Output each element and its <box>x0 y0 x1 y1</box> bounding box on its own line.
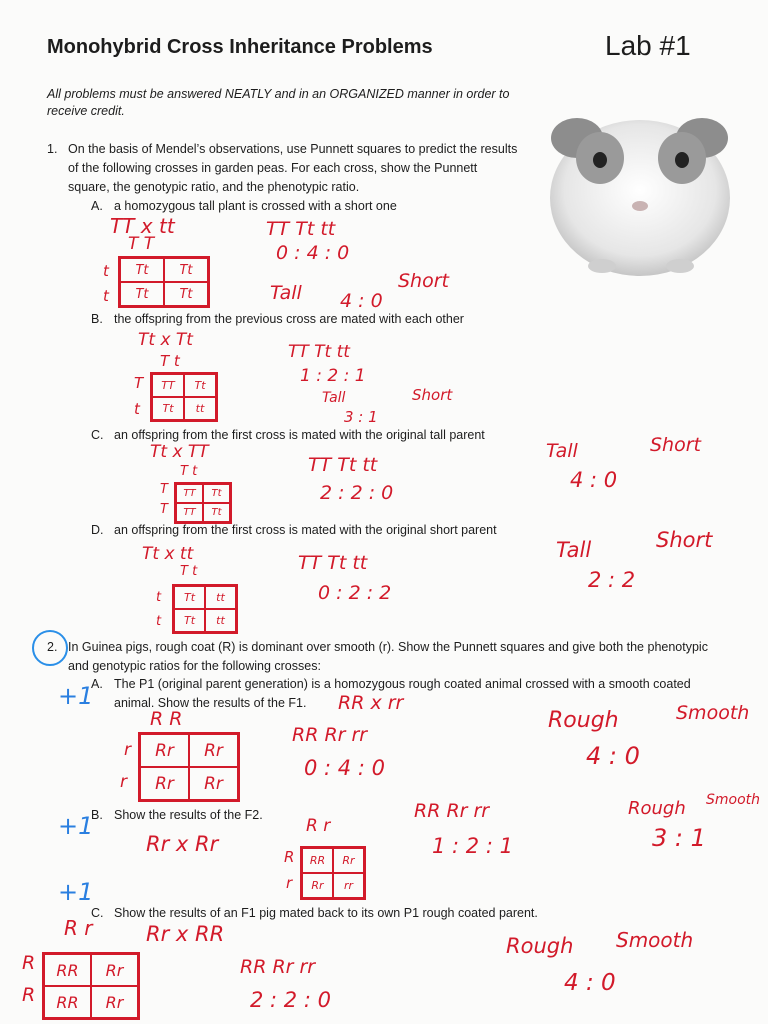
q1d-genotype-ratio: 0 : 2 : 2 <box>318 582 392 604</box>
punnett-cell: Tt <box>164 258 208 282</box>
q1d-row1: t <box>156 590 162 605</box>
q2b-phenotype-rough: Rough <box>628 798 686 819</box>
q2b-cross: Rr x Rr <box>146 832 219 856</box>
q2a-genotype-labels: RR Rr rr <box>292 724 368 746</box>
q1c-top-alleles: T t <box>180 464 198 479</box>
q1b-row2: t <box>134 400 140 418</box>
punnett-cell: Rr <box>189 734 238 767</box>
q1-text-2: of the following crosses in garden peas. For each cross, show the Punnett <box>68 161 478 175</box>
q2c-row1: R <box>22 952 36 974</box>
q1a-genotype-labels: TT Tt tt <box>266 218 336 240</box>
punnett-cell: Rr <box>91 986 138 1018</box>
q1d-row2: t <box>156 614 162 629</box>
punnett-cell: Tt <box>174 586 205 609</box>
lab-number: Lab #1 <box>605 30 691 61</box>
punnett-cell: tt <box>184 397 216 420</box>
punnett-cell: Tt <box>120 282 164 306</box>
q1b-phenotype-short: Short <box>412 386 453 404</box>
q2a-phenotype-smooth: Smooth <box>676 702 750 724</box>
q1a-punnett-square <box>118 256 210 308</box>
q2b-row1: R <box>284 848 295 866</box>
punnett-cell: RR <box>44 954 91 986</box>
q2c-genotype-ratio: 2 : 2 : 0 <box>250 988 331 1012</box>
q1a-row2: t <box>103 287 109 305</box>
q1a-top-alleles: T T <box>128 234 155 254</box>
q2b-genotype-labels: RR Rr rr <box>414 800 490 822</box>
q1a-genotype-ratio: 0 : 4 : 0 <box>276 242 350 264</box>
punnett-cell: Tt <box>174 609 205 632</box>
q1c-punnett-square <box>174 482 232 524</box>
punnett-cell: tt <box>205 586 236 609</box>
q1c-text: an offspring from the first cross is mated with the original tall parent <box>114 428 485 442</box>
q2b-phenotype-smooth: Smooth <box>706 792 761 808</box>
q2-text-1: In Guinea pigs, rough coat (R) is dominant over smooth (r). Show the Punnett squares and give both the phenotypic <box>68 640 708 654</box>
q2c-phenotype-ratio: 4 : 0 <box>564 970 616 996</box>
q1c-phenotype-ratio: 4 : 0 <box>570 468 618 492</box>
punnett-cell: Tt <box>120 258 164 282</box>
q1c-row2: T <box>160 502 168 517</box>
q1c-label: C. <box>91 428 104 442</box>
q2a-label: A. <box>91 677 103 691</box>
q1d-phenotype-ratio: 2 : 2 <box>588 568 636 592</box>
q1c-row1: T <box>160 482 168 497</box>
q2b-top-alleles: R r <box>306 816 331 836</box>
q1b-genotype-ratio: 1 : 2 : 1 <box>300 366 366 386</box>
q1-text-1: On the basis of Mendel’s observations, use Punnett squares to predict the results <box>68 142 518 156</box>
q2a-row2: r <box>120 772 127 792</box>
q1-text-3: square, the genotypic ratio, and the phenotypic ratio. <box>68 180 360 194</box>
q2a-top-alleles: R R <box>150 708 183 730</box>
q1a-phenotype-ratio: 4 : 0 <box>340 290 383 312</box>
q1c-genotype-ratio: 2 : 2 : 0 <box>320 482 394 504</box>
q1b-punnett-square <box>150 372 218 422</box>
q2b-punnett-square <box>300 846 366 900</box>
q1a-text: a homozygous tall plant is crossed with a short one <box>114 199 397 213</box>
q2a-phenotype-rough: Rough <box>548 708 619 733</box>
q2c-punnett-square <box>42 952 140 1020</box>
punnett-cell: Rr <box>91 954 138 986</box>
q1b-cross: Tt x Tt <box>138 330 193 350</box>
punnett-cell: Rr <box>333 848 364 873</box>
q2c-genotype-labels: RR Rr rr <box>240 956 316 978</box>
q2a-row1: r <box>124 740 131 760</box>
q2c-phenotype-rough: Rough <box>506 934 574 958</box>
punnett-cell: Tt <box>152 397 184 420</box>
punnett-cell: RR <box>44 986 91 1018</box>
q1d-genotype-labels: TT Tt tt <box>298 552 368 574</box>
punnett-cell: Tt <box>203 503 230 522</box>
punnett-cell: Rr <box>140 767 189 800</box>
q1b-genotype-labels: TT Tt tt <box>288 342 350 362</box>
page-title: Monohybrid Cross Inheritance Problems <box>47 36 433 58</box>
punnett-cell: Tt <box>203 484 230 503</box>
punnett-cell: Rr <box>302 873 333 898</box>
q2b-label: B. <box>91 808 103 822</box>
q1a-label: A. <box>91 199 103 213</box>
q1b-phenotype-tall: Tall <box>322 390 346 406</box>
q2c-text: Show the results of an F1 pig mated back to its own P1 rough coated parent. <box>114 906 538 920</box>
q1a-row1: t <box>103 262 109 280</box>
q1d-phenotype-tall: Tall <box>556 538 592 562</box>
q2b-phenotype-ratio: 3 : 1 <box>652 824 706 852</box>
q2a-phenotype-ratio: 4 : 0 <box>586 742 640 770</box>
q1a-phenotype-short: Short <box>398 270 449 292</box>
q2a-text-1: The P1 (original parent generation) is a homozygous rough coated animal crossed with a smooth coated <box>114 677 691 691</box>
q2b-score: +1 <box>58 812 94 840</box>
q1b-text: the offspring from the previous cross are mated with each other <box>114 312 464 326</box>
q2a-genotype-ratio: 0 : 4 : 0 <box>304 756 385 780</box>
q1a-phenotype-tall: Tall <box>270 282 302 304</box>
guinea-pig-photo <box>542 88 738 284</box>
q1d-top-alleles: T t <box>180 564 198 579</box>
punnett-cell: TT <box>176 484 203 503</box>
q1d-text: an offspring from the first cross is mated with the original short parent <box>114 523 497 537</box>
q1d-phenotype-short: Short <box>656 528 713 552</box>
q1c-cross: Tt x TT <box>150 442 209 462</box>
q1d-cross: Tt x tt <box>142 544 194 564</box>
punnett-cell: Tt <box>164 282 208 306</box>
q2a-punnett-square <box>138 732 240 802</box>
q2c-cross: Rr x RR <box>146 922 225 946</box>
q2c-top-alleles: R r <box>64 916 93 940</box>
instructions: All problems must be answered NEATLY and in an ORGANIZED manner in order to receive credit. <box>47 87 510 118</box>
q1b-label: B. <box>91 312 103 326</box>
q1a-cross: TT x tt <box>110 214 175 238</box>
punnett-cell: TT <box>152 374 184 397</box>
q1c-genotype-labels: TT Tt tt <box>308 454 378 476</box>
punnett-cell: RR <box>302 848 333 873</box>
q2b-text: Show the results of the F2. <box>114 808 263 822</box>
punnett-cell: TT <box>176 503 203 522</box>
q1b-row1: T <box>134 374 144 392</box>
punnett-cell: Rr <box>140 734 189 767</box>
q1b-top-alleles: T t <box>160 352 180 370</box>
q2c-score: +1 <box>58 878 94 906</box>
q1c-phenotype-tall: Tall <box>546 440 578 462</box>
q2a-cross: RR x rr <box>338 692 404 714</box>
q1-number: 1. <box>47 142 58 156</box>
q2a-text-2: animal. Show the results of the F1. <box>114 696 307 710</box>
punnett-cell: Rr <box>189 767 238 800</box>
q2-text-2: and genotypic ratios for the following crosses: <box>68 659 321 673</box>
punnett-cell: tt <box>205 609 236 632</box>
punnett-cell: Tt <box>184 374 216 397</box>
q1d-label: D. <box>91 523 104 537</box>
q2a-score: +1 <box>58 682 94 710</box>
punnett-cell: rr <box>333 873 364 898</box>
q2c-label: C. <box>91 906 104 920</box>
q1d-punnett-square <box>172 584 238 634</box>
q2c-phenotype-smooth: Smooth <box>616 928 694 952</box>
q1b-phenotype-ratio: 3 : 1 <box>344 408 378 426</box>
q2b-row2: r <box>286 874 293 892</box>
q2c-row2: R <box>22 984 36 1006</box>
q2-number: 2. <box>47 640 58 654</box>
q2b-genotype-ratio: 1 : 2 : 1 <box>432 834 513 858</box>
q1c-phenotype-short: Short <box>650 434 701 456</box>
